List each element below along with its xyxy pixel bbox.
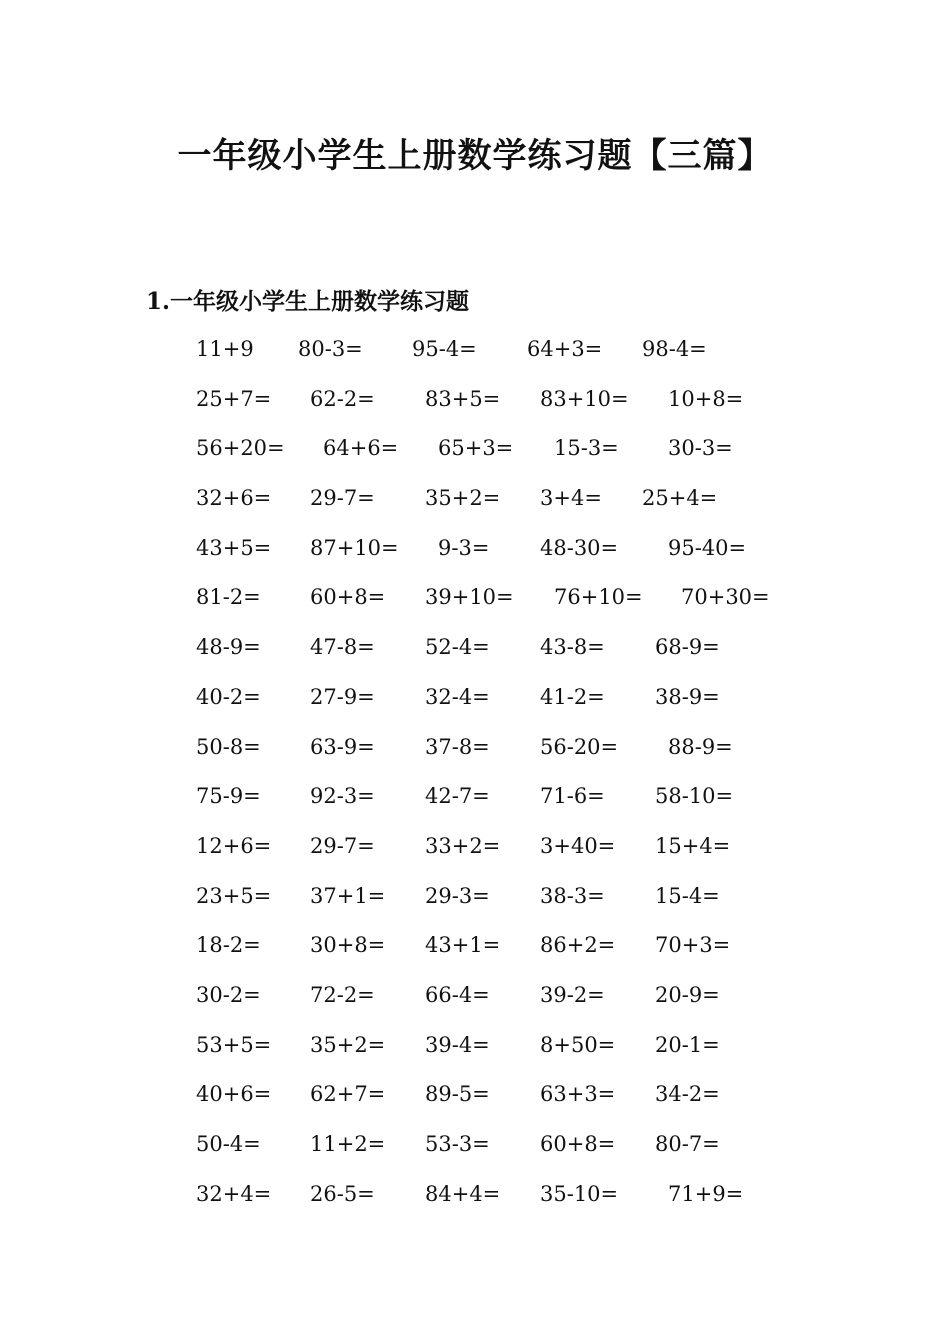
- math-problem: 63-9=: [310, 734, 375, 759]
- math-problem: 20-1=: [655, 1032, 720, 1057]
- math-problem: 38-3=: [540, 883, 605, 908]
- math-problem: 95-4=: [412, 337, 477, 361]
- problem-row: [196, 1180, 836, 1230]
- math-problem: 35-10=: [540, 1181, 619, 1206]
- problem-row: [196, 385, 836, 435]
- math-problem: 65+3=: [438, 436, 514, 461]
- math-problem: 71-6=: [540, 784, 605, 809]
- math-problem: 32-4=: [425, 684, 490, 709]
- math-problem: 38-9=: [655, 684, 720, 709]
- math-problem: 71+9=: [668, 1181, 744, 1206]
- math-problem: 92-3=: [310, 784, 375, 809]
- math-problem: 35+2=: [310, 1032, 386, 1057]
- math-problem: 43+5=: [196, 535, 272, 560]
- math-problem: 80-7=: [655, 1132, 720, 1156]
- math-problem: 53+5=: [196, 1032, 272, 1057]
- problem-row: [196, 434, 836, 484]
- math-problem: 9-3=: [438, 535, 490, 560]
- math-problem: 83+5=: [425, 386, 501, 411]
- math-problem: 64+6=: [323, 436, 399, 461]
- problem-row: [196, 335, 836, 385]
- problem-row: [196, 733, 836, 783]
- math-problem: 27-9=: [310, 684, 375, 709]
- math-problem: 52-4=: [425, 635, 490, 660]
- math-problem: 80-3=: [298, 337, 363, 361]
- problem-row: [196, 534, 836, 584]
- math-problem: 62+7=: [310, 1082, 386, 1107]
- math-problem: 89-5=: [425, 1082, 490, 1107]
- problem-row: [196, 1031, 836, 1081]
- math-problem: 62-2=: [310, 386, 375, 411]
- problem-row: [196, 981, 836, 1031]
- math-problem: 50-8=: [196, 734, 261, 759]
- math-problem: 98-4=: [642, 337, 707, 361]
- math-problem: 11+2=: [310, 1132, 386, 1156]
- math-problem: 10+8=: [668, 386, 744, 411]
- problem-row: [196, 683, 836, 733]
- problem-row: [196, 484, 836, 534]
- math-problem: 32+6=: [196, 486, 272, 511]
- math-problem: 53-3=: [425, 1132, 490, 1156]
- math-problem: 95-40=: [668, 535, 747, 560]
- math-problem: 76+10=: [554, 585, 643, 610]
- math-problem: 15+4=: [655, 833, 731, 858]
- math-problem: 43-8=: [540, 635, 605, 660]
- math-problem: 23+5=: [196, 883, 272, 908]
- math-problem: 33+2=: [425, 833, 501, 858]
- problem-list: [196, 335, 836, 1229]
- problem-row: [196, 583, 836, 633]
- math-problem: 37+1=: [310, 883, 386, 908]
- math-problem: 42-7=: [425, 784, 490, 809]
- math-problem: 81-2=: [196, 585, 261, 610]
- math-problem: 48-9=: [196, 635, 261, 660]
- math-problem: 25+7=: [196, 386, 272, 411]
- math-problem: 29-7=: [310, 833, 375, 858]
- math-problem: 3+4=: [540, 486, 602, 511]
- math-problem: 39+10=: [425, 585, 514, 610]
- math-problem: 87+10=: [310, 535, 399, 560]
- math-problem: 8+50=: [540, 1032, 616, 1057]
- math-problem: 20-9=: [655, 982, 720, 1007]
- math-problem: 41-2=: [540, 684, 605, 709]
- problem-row: [196, 1130, 836, 1180]
- math-problem: 64+3=: [527, 337, 603, 361]
- math-problem: 43+1=: [425, 933, 501, 958]
- math-problem: 37-8=: [425, 734, 490, 759]
- math-problem: 39-4=: [425, 1032, 490, 1057]
- problem-row: [196, 782, 836, 832]
- math-problem: 83+10=: [540, 386, 629, 411]
- math-problem: 75-9=: [196, 784, 261, 809]
- problem-row: [196, 931, 836, 981]
- math-problem: 26-5=: [310, 1181, 375, 1206]
- document-title: 一年级小学生上册数学练习题【三篇】: [177, 136, 773, 176]
- math-problem: 18-2=: [196, 933, 261, 958]
- math-problem: 15-4=: [655, 883, 720, 908]
- math-problem: 39-2=: [540, 982, 605, 1007]
- math-problem: 47-8=: [310, 635, 375, 660]
- section-heading: 1.一年级小学生上册数学练习题: [146, 288, 470, 315]
- math-problem: 40-2=: [196, 684, 261, 709]
- math-problem: 15-3=: [554, 436, 619, 461]
- math-problem: 60+8=: [310, 585, 386, 610]
- math-problem: 12+6=: [196, 833, 272, 858]
- problem-row: [196, 633, 836, 683]
- math-problem: 88-9=: [668, 734, 733, 759]
- math-problem: 58-10=: [655, 784, 734, 809]
- math-problem: 48-30=: [540, 535, 619, 560]
- math-problem: 29-7=: [310, 486, 375, 511]
- math-problem: 29-3=: [425, 883, 490, 908]
- math-problem: 86+2=: [540, 933, 616, 958]
- math-problem: 84+4=: [425, 1181, 501, 1206]
- math-problem: 11+9: [196, 337, 254, 361]
- math-problem: 34-2=: [655, 1082, 720, 1107]
- math-problem: 70+3=: [655, 933, 731, 958]
- math-problem: 56-20=: [540, 734, 619, 759]
- math-problem: 30-3=: [668, 436, 733, 461]
- math-problem: 50-4=: [196, 1132, 261, 1156]
- math-problem: 35+2=: [425, 486, 501, 511]
- math-problem: 56+20=: [196, 436, 285, 461]
- problem-row: [196, 882, 836, 932]
- math-problem: 72-2=: [310, 982, 375, 1007]
- math-problem: 60+8=: [540, 1132, 616, 1156]
- math-problem: 40+6=: [196, 1082, 272, 1107]
- math-problem: 70+30=: [681, 585, 770, 610]
- math-problem: 30-2=: [196, 982, 261, 1007]
- math-problem: 68-9=: [655, 635, 720, 660]
- math-problem: 66-4=: [425, 982, 490, 1007]
- math-problem: 32+4=: [196, 1181, 272, 1206]
- math-problem: 30+8=: [310, 933, 386, 958]
- problem-row: [196, 1080, 836, 1130]
- math-problem: 63+3=: [540, 1082, 616, 1107]
- problem-row: [196, 832, 836, 882]
- math-problem: 25+4=: [642, 486, 718, 511]
- math-problem: 3+40=: [540, 833, 616, 858]
